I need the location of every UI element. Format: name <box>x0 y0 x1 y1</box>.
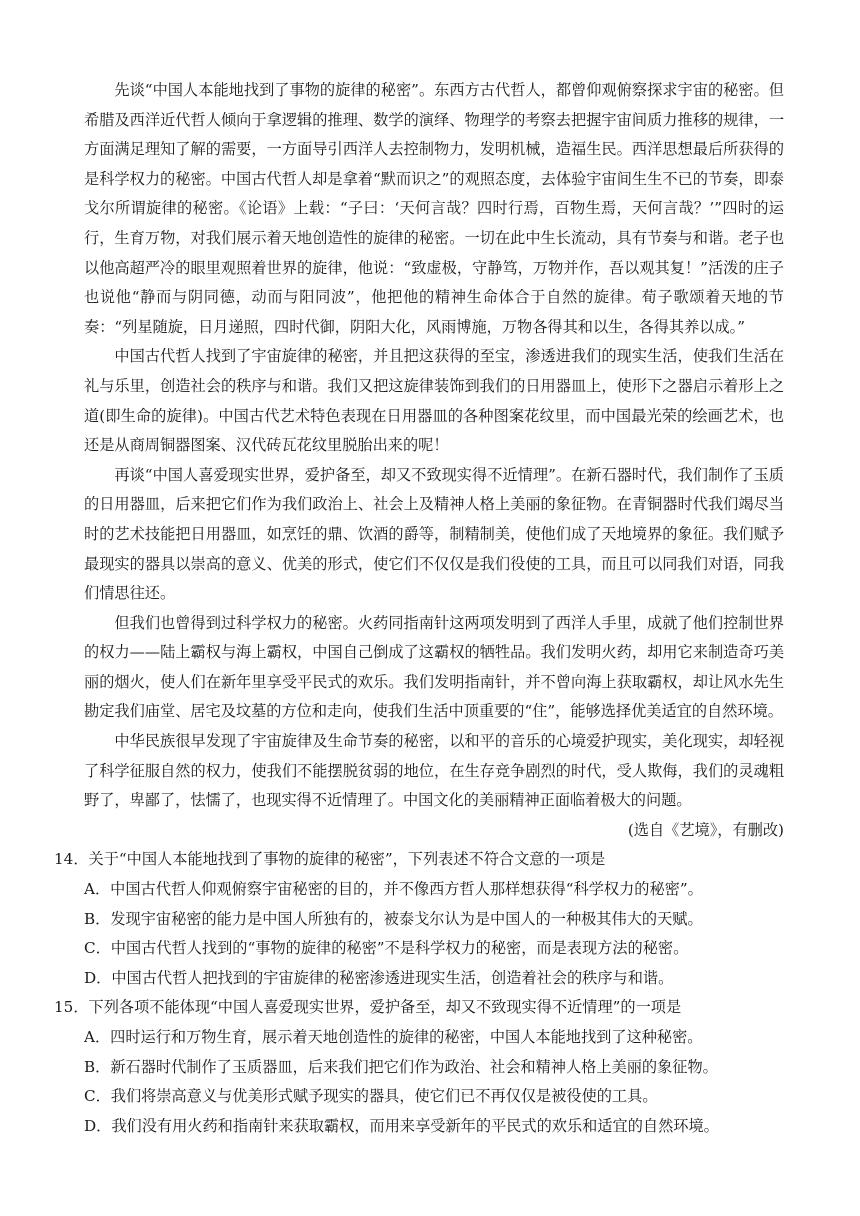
article-paragraph-2: 中国古代哲人找到了宇宙旋律的秘密，并且把这获得的至宝，渗透进我们的现实生活，使我们生活在礼与乐里，创造社会的秩序与和谐。我们又把这旋律装饰到我们的日用器皿上，使形下之器启示着形上之道(即生命的旋律)。中国古代艺术特色表现在日用器皿的各种图案花纹里，而中国最光荣的绘画艺术，也还是从商周铜器图案、汉代砖瓦花纹里脱胎出来的呢！ <box>84 347 784 455</box>
article-paragraph-3: 再谈“中国人喜爱现实世界，爱护备至，却又不致现实得不近情理”。在新石器时代，我们制作了玉质的日用器皿，后来把它们作为我们政治上、社会上及精神人格上美丽的象征物。在青铜器时代我们竭尽当时的艺术技能把日用器皿，如烹饪的鼎、饮酒的爵等，制精制美，使他们成了天地境界的象征。我们赋予最现实的器具以崇高的意义、优美的形式，使它们不仅仅是我们役使的工具，而且可以同我们对语，同我们情思往还。 <box>84 465 784 603</box>
question-stem: 15．下列各项不能体现“中国人喜爱现实世界，爱护备至，却又不致现实得不近情理”的一项是 <box>54 998 682 1017</box>
article-source: (选自《艺境》，有删改) <box>627 820 784 839</box>
question-15 <box>54 993 784 1141</box>
option-a: A．中国古代哲人仰观俯察宇宙秘密的目的，并不像西方哲人那样想获得“科学权力的秘密”。 <box>84 880 703 899</box>
option-d: D．我们没有用火药和指南针来获取霸权，而用来享受新年的平民式的欢乐和适宜的自然环境。 <box>84 1116 719 1135</box>
article-paragraph-5: 中华民族很早发现了宇宙旋律及生命节奏的秘密，以和平的音乐的心境爱护现实，美化现实，却轻视了科学征服自然的权力，使我们不能摆脱贫弱的地位，在生存竞争剧烈的时代，受人欺侮，我们的灵魂粗野了，卑鄙了，怯懦了，也现实得不近情理了。中国文化的美丽精神正面临着极大的问题。 <box>84 732 784 810</box>
option-c: C．我们将崇高意义与优美形式赋予现实的器具，使它们已不再仅仅是被役使的工具。 <box>84 1087 658 1106</box>
article-paragraph-4: 但我们也曾得到过科学权力的秘密。火药同指南针这两项发明到了西洋人手里，成就了他们控制世界的权力——陆上霸权与海上霸权，中国自己倒成了这霸权的牺牲品。我们发明火药，却用它来制造奇巧美丽的烟火，使人们在新年里享受平民式的欢乐。我们发明指南针，并不曾向海上获取霸权，却让风水先生勘定我们庙堂、居宅及坟墓的方位和走向，使我们生活中顶重要的“住”，能够选择优美适宜的自然环境。 <box>84 613 784 721</box>
question-stem: 14．关于“中国人本能地找到了事物的旋律的秘密”，下列表述不符合文意的一项是 <box>54 850 606 869</box>
option-a: A．四时运行和万物生育，展示着天地创造性的旋律的秘密，中国人本能地找到了这种秘密。 <box>84 1028 703 1046</box>
option-c: C．中国古代哲人找到的“事物的旋律的秘密”不是科学权力的秘密，而是表现方法的秘密。 <box>84 939 689 958</box>
article-paragraph-1: 先谈“中国人本能地找到了事物的旋律的秘密”。东西方古代哲人，都曾仰观俯察探求宇宙的秘密。但希腊及西洋近代哲人倾向于拿逻辑的推理、数学的演绎、物理学的考察去把握宇宙间质力推移的规律，一方面满足理知了解的需要，一方面导引西洋人去控制物力，发明机械，造福生民。西洋思想最后所获得的是科学权力的秘密。中国古代哲人却是拿着“默而识之”的观照态度，去体验宇宙间生生不已的节奏，即泰戈尔所谓旋律的秘密。《论语》上载：“子曰：‘天何言哉？四时行焉，百物生焉，天何言哉？’”四时的运行，生育万物，对我们展示着天地创造性的旋律的秘密。一切在此中生长流动，具有节奏与和谐。老子也以他高超严冷的眼里观照着世界的旋律，他说：“致虚极，守静笃，万物并作，吾以观其复！”活泼的庄子也说他“静而与阴同德，动而与阳同波”，他把他的精神生命体合于自然的旋律。荀子歌颂着天地的节奏：“列星随旋，日月递照，四时代御，阴阳大化，风雨博施，万物各得其和以生，各得其养以成。” <box>84 81 784 336</box>
question-14 <box>54 845 784 993</box>
option-d: D．中国古代哲人把找到的宇宙旋律的秘密渗透进现实生活，创造着社会的秩序与和谐。 <box>84 968 674 987</box>
document-page <box>54 76 784 1141</box>
option-b: B．发现宇宙秘密的能力是中国人所独有的，被泰戈尔认为是中国人的一种极其伟大的天赋。 <box>84 909 703 928</box>
option-b: B．新石器时代制作了玉质器皿，后来我们把它们作为政治、社会和精神人格上美丽的象征物。 <box>84 1057 718 1076</box>
